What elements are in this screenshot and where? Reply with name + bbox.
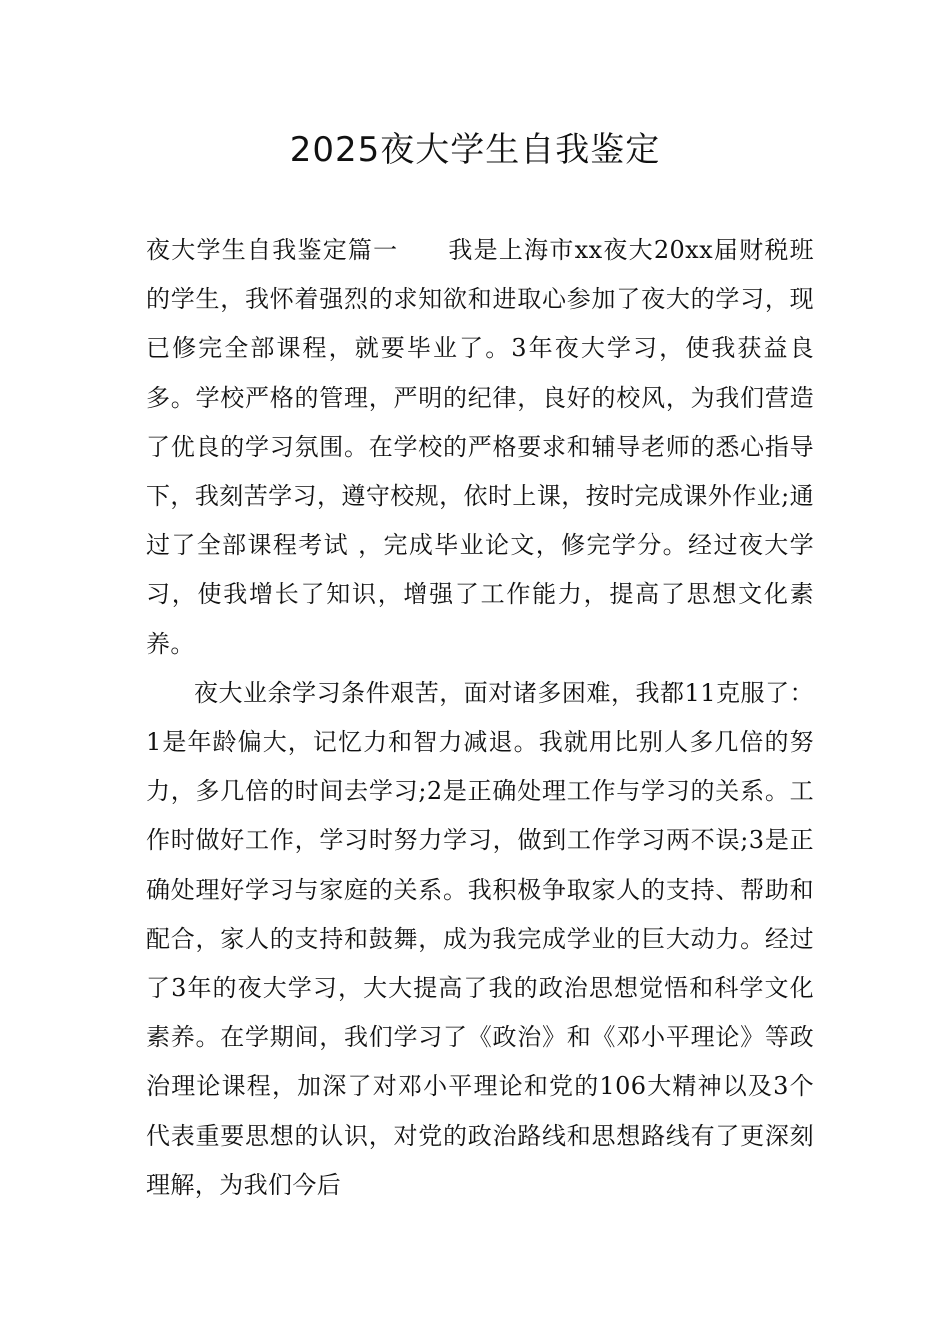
paragraph-2-text: 夜大业余学习条件艰苦，面对诸多困难，我都11克服了：1是年龄偏大，记忆力和智力减退。我就用比别人多几倍的努力，多几倍的时间去学习;2是正确处理工作与学习的关系。工作时做好工作，学习时努力学习，做到工作学习两不误;3是正确处理好学习与家庭的关系。我积极争取家人的支持、帮助和配合，家人的支持和鼓舞，成为我完成学业的巨大动力。经过了3年的夜大学习，大大提高了我的政治思想觉悟和科学文化素养。在学期间，我们学习了《政治》和《邓小平理论》等政治理论课程，加深了对邓小平理论和党的106大精神以及3个代表重要思想的认识，对党的政治路线和思想路线有了更深刻理解，为我们今后: [146, 678, 814, 1199]
document-body: [146, 226, 814, 1210]
document-title: 2025夜大学生自我鉴定: [289, 130, 661, 170]
paragraph-1-text: 我是上海市xx夜大20xx届财税班的学生，我怀着强烈的求知欲和进取心参加了夜大的学习，现已修完全部课程，就要毕业了。3年夜大学习，使我获益良多。学校严格的管理，严明的纪律，良好的校风，为我们营造了优良的学习氛围。在学校的严格要求和辅导老师的悉心指导下，我刻苦学习，遵守校规，依时上课，按时完成课外作业;通过了全部课程考试 ，完成毕业论文，修完学分。经过夜大学习，使我增长了知识，增强了工作能力，提高了思想文化素养。: [146, 236, 815, 658]
paragraph-2: [146, 669, 814, 1210]
section-heading: 夜大学生自我鉴定篇一: [146, 236, 399, 264]
paragraph-1: [146, 226, 814, 669]
